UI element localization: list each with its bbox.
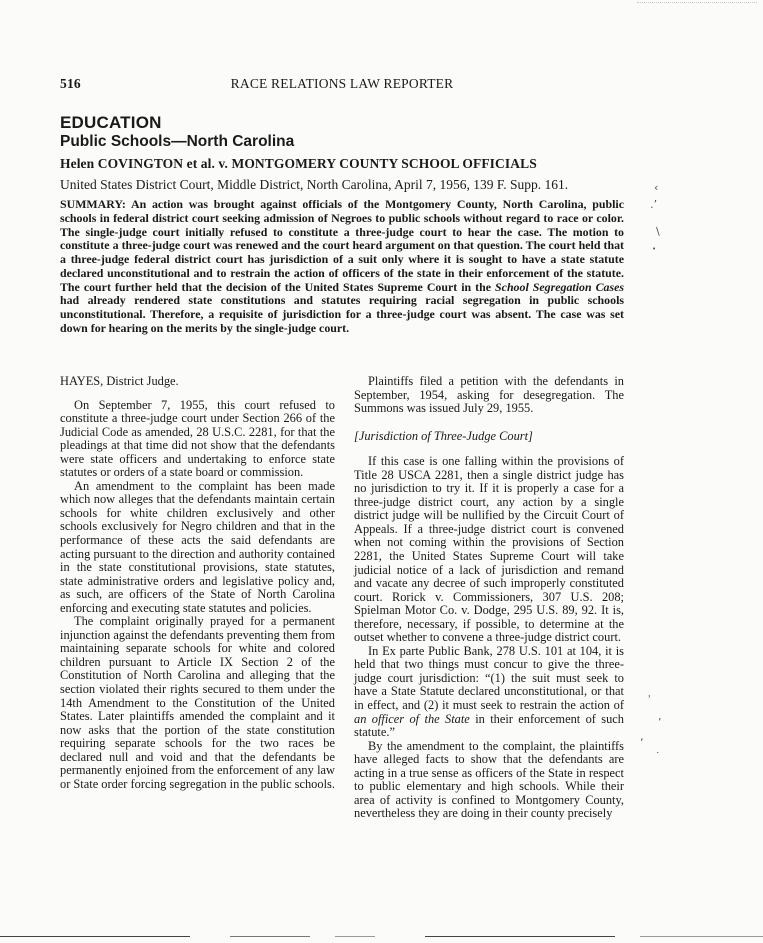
- section-heading: EDUCATION: [60, 113, 162, 132]
- page-header: [60, 76, 624, 94]
- judge-name: HAYES, District Judge.: [60, 374, 179, 388]
- summary-text-a: An action was brought against officials of the Montgomery County, North Carolina, public schools in federal district court seeking admission of Negroes to public schools without regard to race or color. The single-judge court initially refused to constitute a three-judge court to hear the case. The motion to constitute a three-judge court was renewed and the court heard argument on that question. The court held that a three-judge federal district court has jurisdiction of a suit only where it is sought to have a state statute declared unconstitutional and to restrain the action of officers of the state in their enforcement of the statute. The court further held that the decision of the United States Supreme Court in the: [60, 197, 624, 294]
- margin-mark: \: [656, 225, 660, 238]
- left-paragraph-3: The complaint originally prayed for a permanent injunction against the defendants preventing them from maintaining separate schools for white and colored children pursuant to Article IX Section 2 of the Constitution of North Carolina and alleging that the section violated their rights secured to them under the 14th Amendment to the Constitution of the United States. Later plaintiffs amended the complaint and it now asks that the portion of the state constitution requiring separate schools for the two races be declared null and void and that the defendants be permanently enjoined from the enforcement of any law or State order forcing segregation in the public schools.: [60, 614, 335, 791]
- running-title: RACE RELATIONS LAW REPORTER: [230, 76, 454, 91]
- left-paragraph-2: An amendment to the complaint has been made which now alleges that the defendants maintain certain schools for white children exclusively and other schools exclusively for Negro children and that in the performance of these acts the said defendants are acting pursuant to the direction and authority contained in the state constitutional provisions, state statutes, state administrative orders and legislative policy and, as such, are officers of the State of North Carolina enforcing and executing state statutes and policies.: [60, 478, 335, 615]
- court-citation: United States District Court, Middle District, North Carolina, April 7, 1956, 139 F. Supp. 161.: [60, 177, 569, 192]
- right-paragraph-2: If this case is one falling within the provisions of Title 28 USCA 2281, then a single district judge has no jurisdiction to try it. If it is properly a case for a three-judge district court, any action by a single district judge will be nullified by the Circuit Court of Appeals. If a three-judge district court is convened when not coming within the provisions of Section 2281, the United States Supreme Court will take judicial notice of a lack of jurisdiction and remand and vacate any decree of such improperly constituted court. Rorick v. Commissioners, 307 U.S. 208; Spielman Motor Co. v. Dodge, 295 U.S. 89, 92. It is, therefore, necessary, if possible, to determine at the outset whether to convene a three-judge district court.: [354, 454, 624, 645]
- summary-text-b: had already rendered state constitutions and statutes requiring racial segregation in public schools unconstitutional. Therefore, a requisite of jurisdiction for a three-judge court was absent. The case was set down for hearing on the merits by the single-judge court.: [60, 293, 624, 336]
- right-paragraph-1: Plaintiffs filed a petition with the defendants in September, 1954, asking for desegregation. The Summons was issued July 29, 1955.: [354, 374, 624, 416]
- margin-mark: ‚: [640, 730, 644, 743]
- right-column: [354, 375, 624, 821]
- page-number: 516: [60, 76, 81, 91]
- summary-italic-cases: School Segregation Cases: [495, 279, 624, 294]
- right-paragraph-3-a: In Ex parte Public Bank, 278 U.S. 101 at 104, it is held that two things must concur to give the three-judge court jurisdiction: “(1) the suit must seek to have a State Statute declared unconstitutional, or that in effect, and (2) it must seek to restrain the action of: [354, 643, 624, 713]
- jurisdiction-heading: [Jurisdiction of Three-Judge Court]: [354, 428, 533, 443]
- scan-bottom-edge: [0, 936, 763, 938]
- right-paragraph-3-b: in their enforcement of such statute.”: [354, 711, 624, 740]
- right-paragraph-3-italic: an officer of the State: [354, 711, 470, 726]
- margin-mark: •: [652, 245, 657, 253]
- right-paragraph-4: By the amendment to the complaint, the plaintiffs have alleged facts to show that the defendants are acting in a true sense as officers of the State in respect to public elementary and high schools. While their area of activity is confined to Montgomery County, nevertheless they are doing in their county precisely: [354, 738, 624, 821]
- margin-annotations: [640, 0, 680, 943]
- margin-mark: ʼ: [658, 716, 662, 729]
- case-summary: [60, 198, 624, 336]
- margin-mark: ʾ: [648, 693, 652, 706]
- margin-mark: ․ʼ: [650, 198, 658, 211]
- left-column: [60, 375, 335, 791]
- left-paragraph-1: On September 7, 1955, this court refused to constitute a three-judge court under Section 266 of the Judicial Code as amended, 28 U.S.C. 2281, for that the pleadings at that time did not show that the defendants were state officers and undertaking to enforce state statutes or orders of a state board or commission.: [60, 397, 335, 480]
- case-title: Helen COVINGTON et al. v. MONTGOMERY COUNTY SCHOOL OFFICIALS: [60, 156, 537, 171]
- subsection-heading: Public Schools—North Carolina: [60, 133, 295, 150]
- margin-mark: ‹: [654, 181, 659, 194]
- right-paragraph-3: [354, 645, 624, 740]
- margin-mark: ˙: [655, 750, 661, 763]
- summary-label: SUMMARY:: [60, 197, 126, 211]
